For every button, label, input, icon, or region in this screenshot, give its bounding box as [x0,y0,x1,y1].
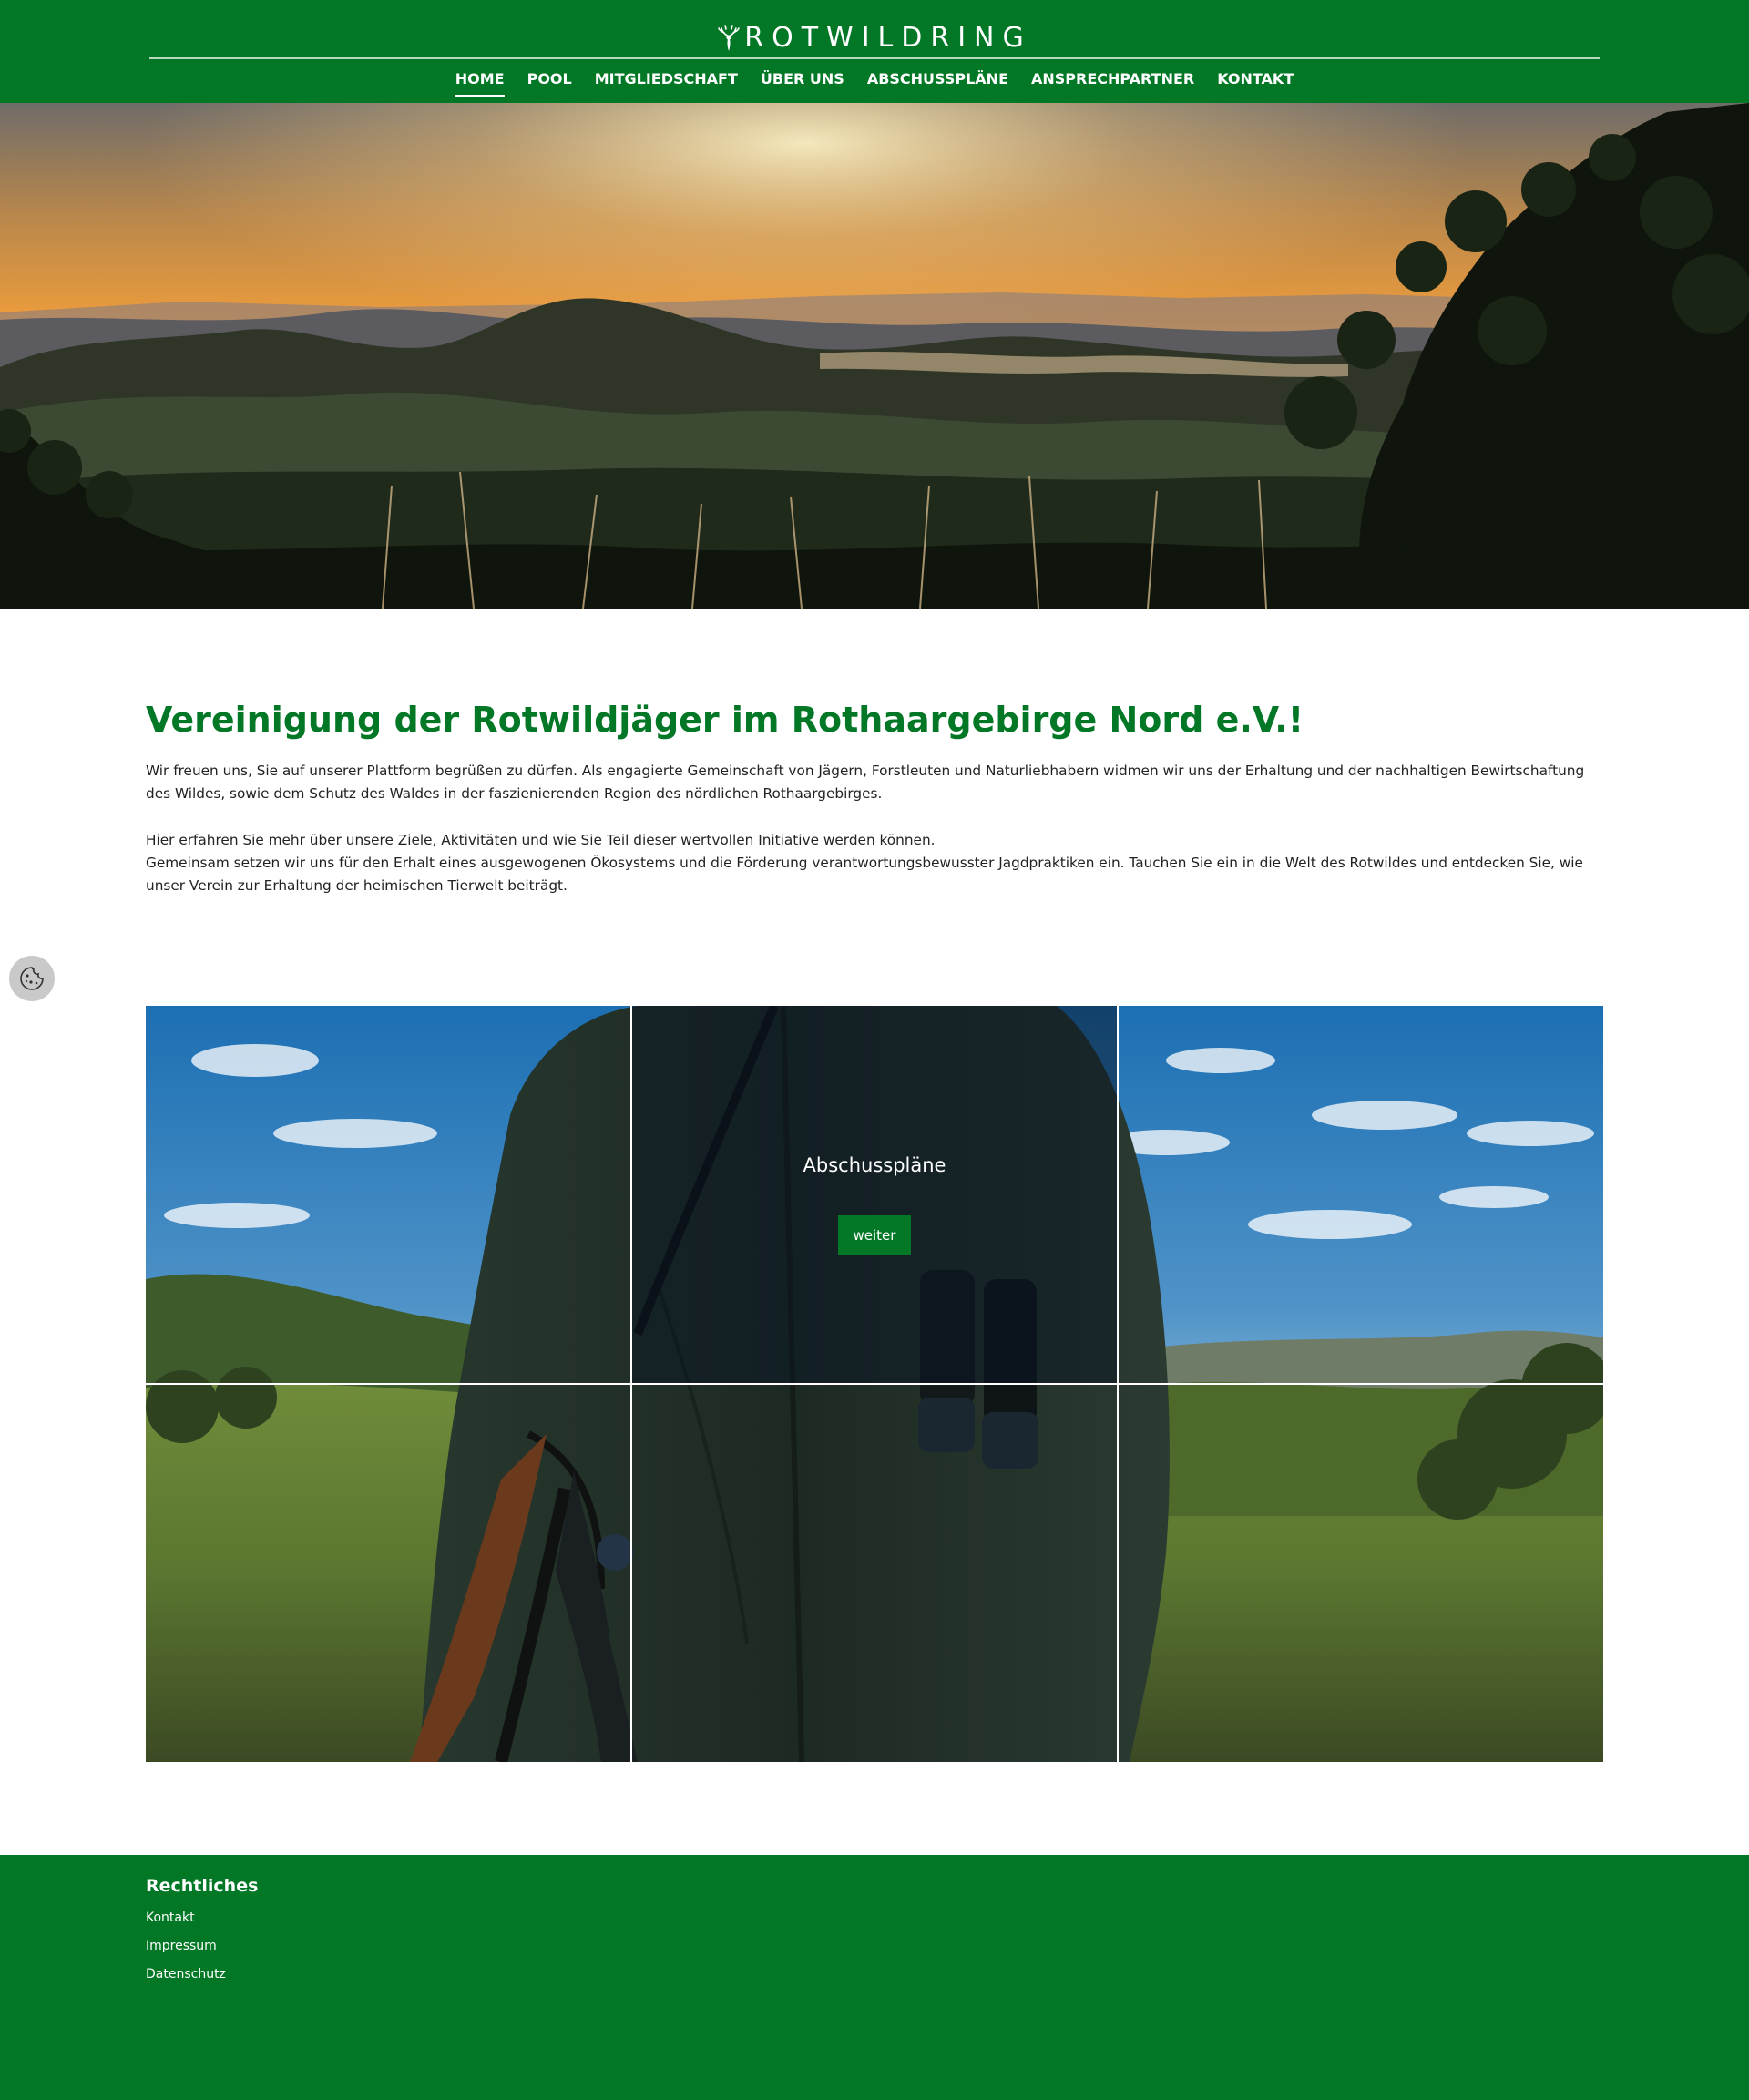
page-title: Vereinigung der Rotwildjäger im Rothaargebirge Nord e.V.! [146,700,1304,740]
footer-links [146,1904,226,1989]
cookie-icon [18,965,46,992]
nav-item-home[interactable]: HOME [455,69,505,93]
nav-item-ueber-uns[interactable]: ÜBER UNS [760,70,844,87]
main-navigation [0,69,1749,93]
intro-paragraph-mission-line-2: Gemeinsam setzen wir uns für den Erhalt eines ausgewogenen Ökosystems und die Förderung verantwortungsbewusster Jagdpraktiken ein. Tauchen Sie ein in die Welt des Rotwildes und entdecken Sie, wie unser Verein zur Erhaltung der heimischen Tierwelt beiträgt. [146,855,1583,894]
nav-item-ansprechpartner[interactable]: ANSPRECHPARTNER [1031,70,1195,87]
site-header [0,0,1749,103]
tile-weiter-button[interactable]: weiter [838,1215,911,1255]
site-footer [0,1855,1749,2100]
tile-title: Abschusspläne [803,1154,946,1176]
tile-abschussplaene-overlay[interactable] [632,1006,1117,1383]
footer-link-datenschutz[interactable]: Datenschutz [146,1967,226,1982]
nav-item-kontakt[interactable]: KONTAKT [1217,70,1294,87]
nav-item-mitgliedschaft[interactable]: MITGLIEDSCHAFT [594,70,738,87]
intro-paragraph-mission [146,829,1603,897]
logo-text: ROTWILDRING [744,22,1032,54]
nav-item-abschussplaene[interactable]: ABSCHUSSPLÄNE [866,70,1008,87]
feature-tiles [146,1006,1603,1762]
hero-landscape [0,103,1749,609]
footer-link-kontakt[interactable]: Kontakt [146,1910,195,1925]
footer-list-item [146,1904,226,1932]
site-logo[interactable] [0,20,1749,56]
intro-section [146,694,1603,897]
intro-paragraph-welcome: Wir freuen uns, Sie auf unserer Plattform begrüßen zu dürfen. Als engagierte Gemeinschaft von Jägern, Forstleuten und Naturliebhabern widmen wir uns der Erhaltung und der nachhaltigen Bewirtschaftung des Wildes, sowie dem Schutz des Waldes in der faszienierenden Region des nördlichen Rothaargebirges. [146,763,1585,802]
nav-item-pool[interactable]: POOL [527,70,572,87]
header-divider [149,57,1600,59]
footer-list-item [146,1961,226,1989]
footer-list-item [146,1932,226,1961]
hero-image [0,103,1749,609]
deer-antler-icon [717,24,741,53]
intro-paragraph-mission-line-1: Hier erfahren Sie mehr über unsere Ziele, Aktivitäten und wie Sie Teil dieser wertvollen Initiative werden können. [146,832,936,848]
logo-container[interactable] [717,20,1032,56]
cookie-settings-button[interactable] [9,956,55,1001]
footer-heading: Rechtliches [146,1876,259,1896]
footer-link-impressum[interactable]: Impressum [146,1939,217,1953]
tile-divider-horizontal [146,1383,1603,1385]
